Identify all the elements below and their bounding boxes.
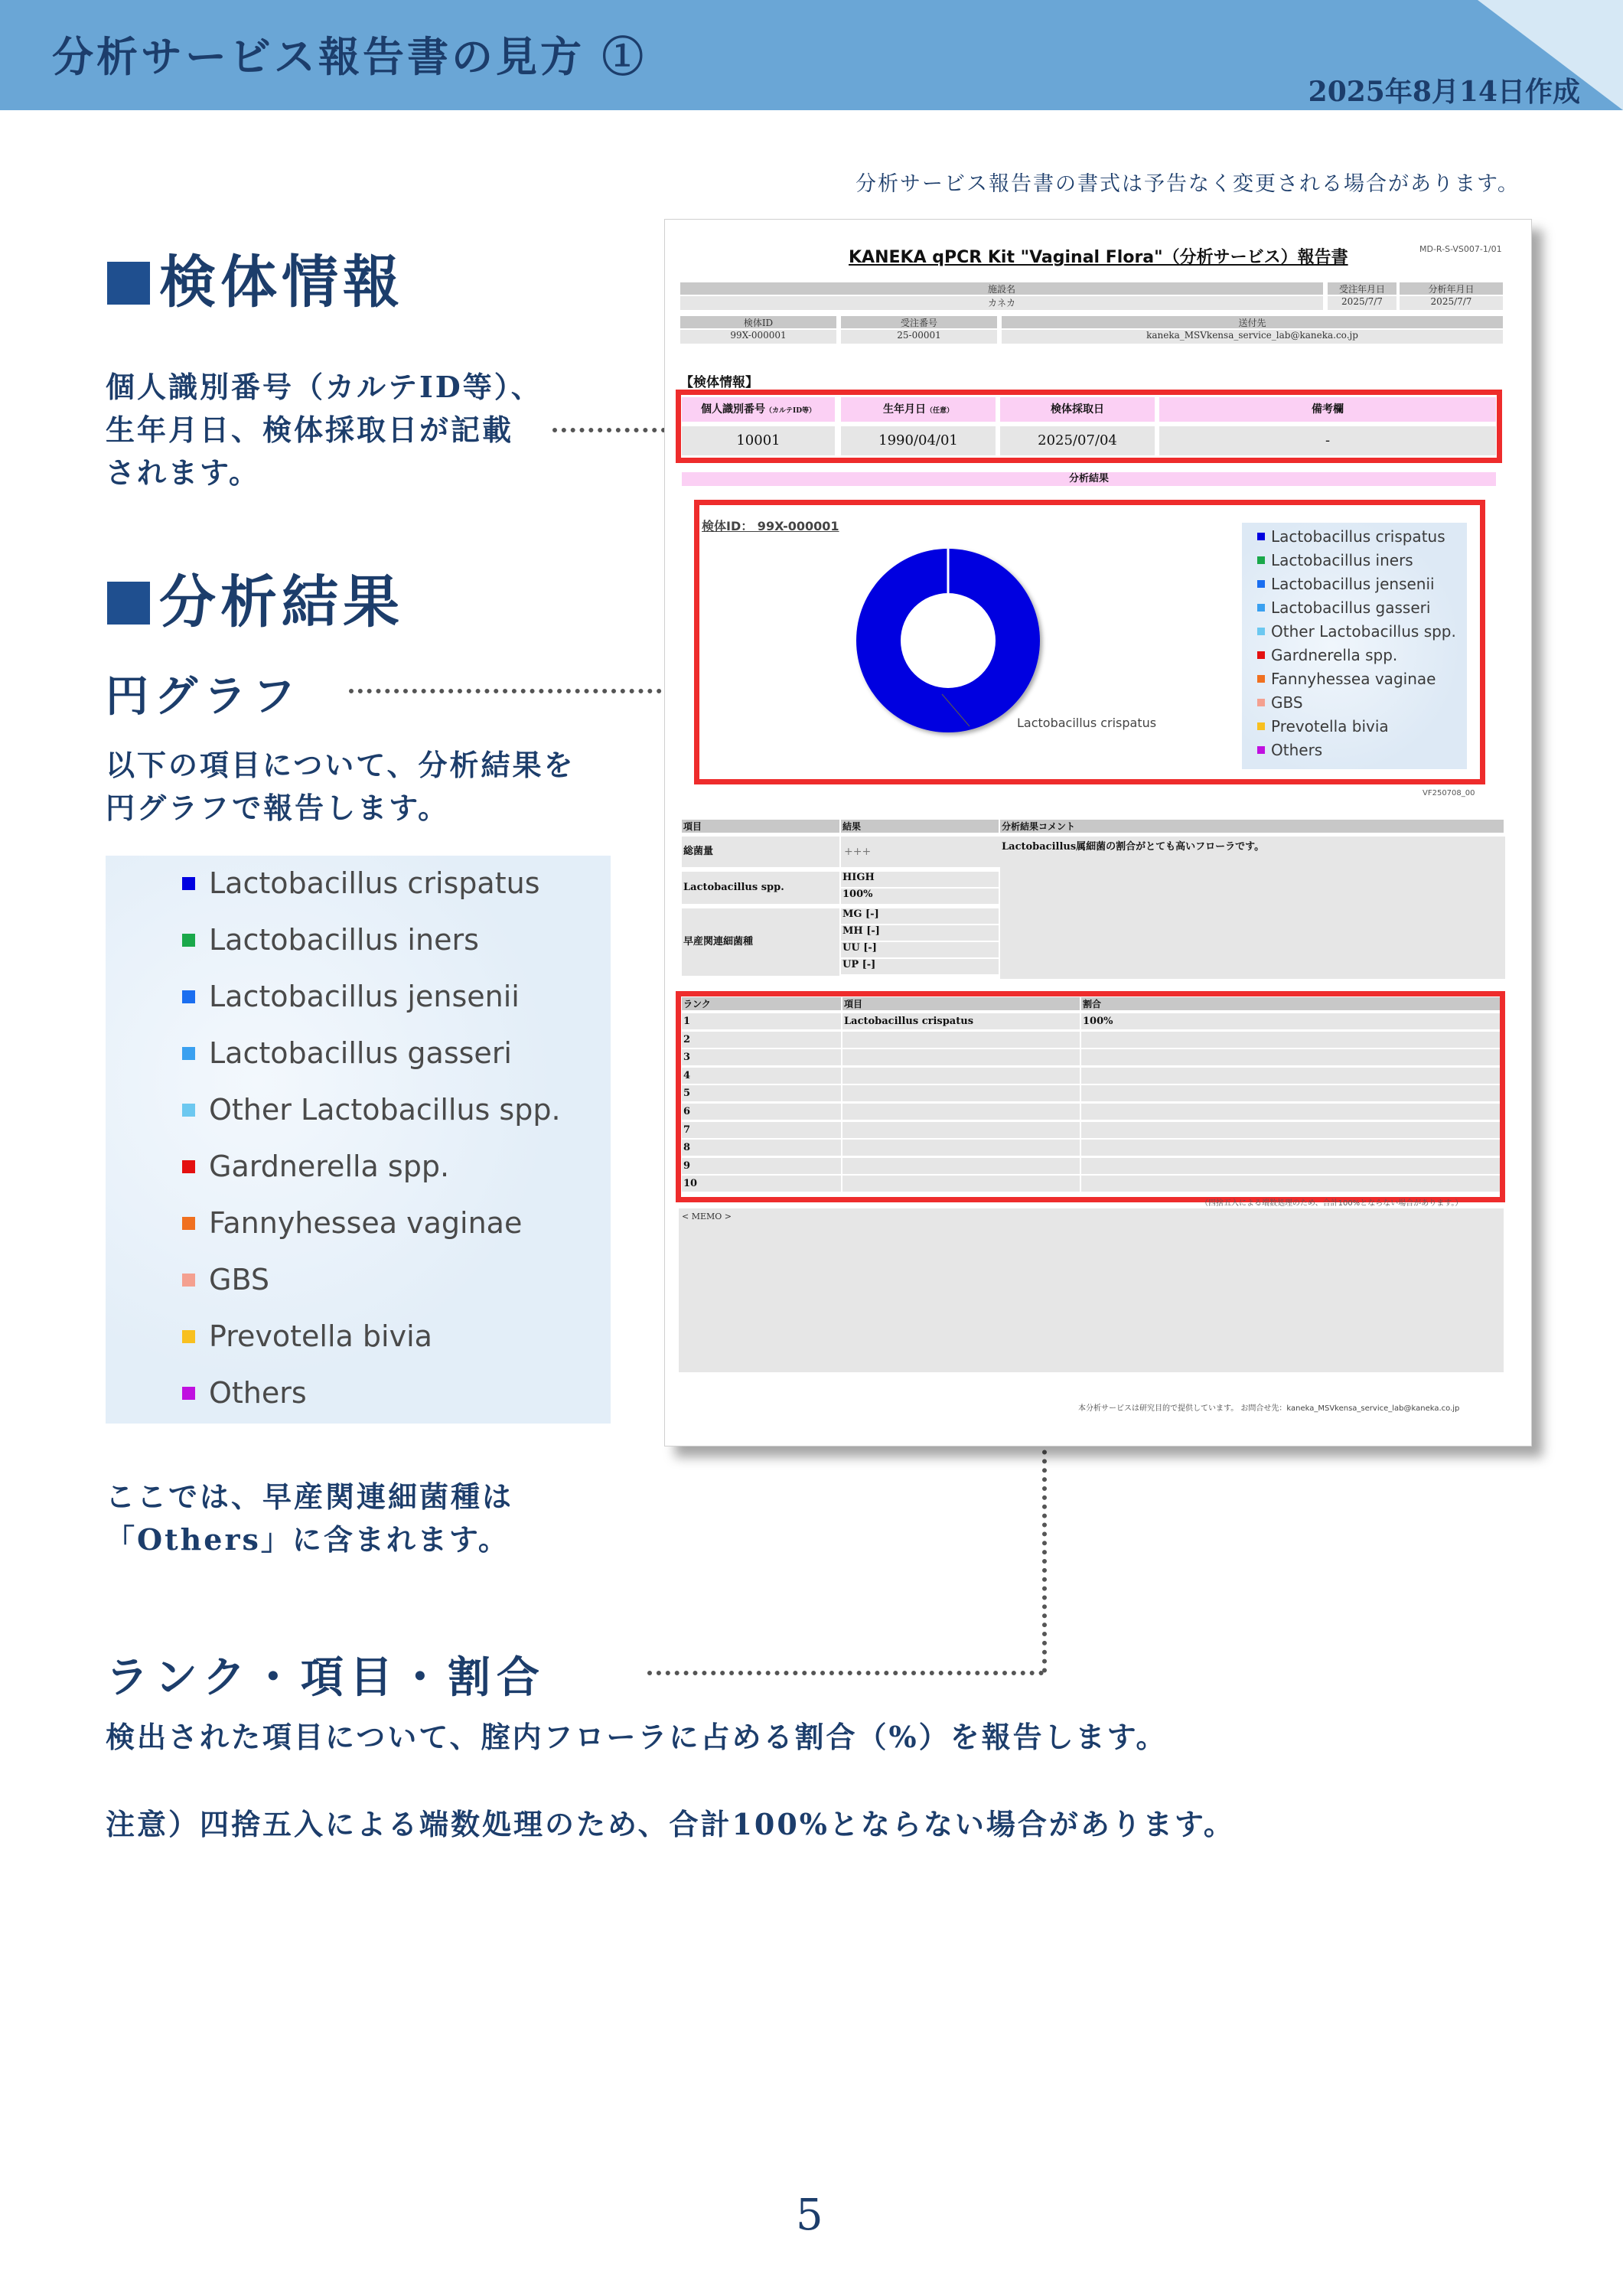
pie-description <box>106 744 575 830</box>
memo-label: < MEMO > <box>682 1212 732 1221</box>
legend-item <box>182 1093 561 1127</box>
order-date-label: 受注年月日 <box>1328 282 1396 295</box>
chart-sample-label: 検体ID： 99X-000001 <box>702 519 839 533</box>
legend-label: Lactobacillus jensenii <box>1271 575 1435 593</box>
legend-item <box>182 1206 522 1240</box>
legend-label: Others <box>209 1376 307 1410</box>
creation-date: 2025年8月14日作成 <box>1308 76 1580 108</box>
res-header-item: 項目 <box>682 820 839 833</box>
legend-swatch <box>182 1274 195 1287</box>
highlight-rank-table <box>676 991 1505 1202</box>
rank-cell: 2 <box>682 1032 841 1048</box>
desc-line: ここでは、早産関連細菌種は <box>106 1479 514 1514</box>
report-title: KANEKA qPCR Kit "Vaginal Flora"（分析サービス）報告書 <box>849 248 1348 267</box>
highlight-chart <box>694 500 1485 784</box>
rank-header: ランク <box>682 997 841 1010</box>
res-preterm-value: UU [-] <box>841 942 999 957</box>
page-number: 5 <box>796 2190 823 2240</box>
legend-label: Other Lactobacillus spp. <box>1271 622 1456 641</box>
page-title: 分析サービス報告書の見方 ① <box>52 32 647 81</box>
res-preterm-value: MH [-] <box>841 925 999 941</box>
legend-swatch <box>182 1160 195 1173</box>
col-note: （任意） <box>925 407 953 415</box>
res-preterm-value: UP [-] <box>841 959 999 974</box>
legend-swatch <box>182 877 195 890</box>
desc-line: されます。 <box>106 455 260 490</box>
analysis-date-value: 2025/7/7 <box>1400 296 1503 310</box>
send-to-value: kaneka_MSVkensa_service_lab@kaneka.co.jp <box>1002 330 1503 344</box>
val-remarks: - <box>1159 426 1496 455</box>
legend-label: Lactobacillus gasseri <box>1271 598 1431 617</box>
results-title: 分析結果 <box>682 472 1496 486</box>
legend-item <box>182 866 540 900</box>
rank-cell: 1 <box>682 1013 841 1029</box>
col-note: （カルテID等） <box>764 407 816 415</box>
legend-item <box>182 1036 512 1070</box>
legend-label: Others <box>1271 741 1323 759</box>
legend-box <box>106 856 611 1424</box>
legend-item <box>182 1150 449 1183</box>
desc-line: 個人識別番号（カルテID等）、 <box>106 370 543 404</box>
rank-cell: 7 <box>682 1122 841 1138</box>
order-no-label: 受注番号 <box>841 316 997 328</box>
legend-label: Other Lactobacillus spp. <box>209 1093 561 1127</box>
legend-item <box>182 1319 432 1353</box>
legend-label: Lactobacillus jensenii <box>209 980 520 1013</box>
res-header-comment: 分析結果コメント <box>1000 820 1504 833</box>
legend-label: Fannyhessea vaginae <box>209 1206 523 1240</box>
legend-label: Gardnerella spp. <box>209 1150 450 1183</box>
desc-line: 「Others」に含まれます。 <box>106 1522 510 1557</box>
rank-cell: 4 <box>682 1068 841 1084</box>
rank-cell: 8 <box>682 1140 841 1156</box>
val-personal-id: 10001 <box>682 426 835 455</box>
legend-item <box>182 923 479 957</box>
rank-cell: 9 <box>682 1158 841 1174</box>
section-heading-text: 分析結果 <box>159 569 404 635</box>
facility-label: 施設名 <box>680 282 1323 295</box>
desc-line: 円グラフで報告します。 <box>106 791 450 825</box>
res-total-value: +++ <box>841 837 1000 867</box>
rank-cell: 10 <box>682 1176 841 1192</box>
res-total-label: 総菌量 <box>682 837 839 867</box>
legend-item <box>182 980 520 1013</box>
res-comment: Lactobacillus属細菌の割合がとても高いフローラです。 <box>1000 837 1505 979</box>
analysis-date-label: 分析年月日 <box>1400 282 1503 295</box>
legend-item <box>182 1376 307 1410</box>
square-bullet-icon <box>107 582 150 625</box>
ratio-header: 割合 <box>1081 997 1502 1010</box>
legend-label: Lactobacillus iners <box>209 923 479 957</box>
legend-swatch <box>182 1047 195 1060</box>
rank-description: 検出された項目について、腟内フローラに占める割合（%）を報告します。 <box>106 1720 1168 1754</box>
val-birth: 1990/04/01 <box>841 426 996 455</box>
highlight-specimen-table <box>676 390 1502 463</box>
col-label: 個人識別番号 <box>700 403 765 416</box>
desc-line: 生年月日、検体採取日が記載 <box>106 413 514 447</box>
order-no-value: 25-00001 <box>841 330 997 344</box>
legend-swatch <box>182 1217 195 1230</box>
rank-subheading: ランク・項目・割合 <box>106 1652 546 1703</box>
legend-label: Lactobacillus iners <box>1271 551 1413 569</box>
chart-callout-label: Lactobacillus crispatus <box>1017 716 1157 730</box>
report-doc-id: MD-R-S-VS007-1/01 <box>1419 244 1502 254</box>
rank-rounding-note: 注意）四捨五入による端数処理のため、合計100%とならない場合があります。 <box>106 1807 1235 1841</box>
legend-label: GBS <box>1271 693 1303 712</box>
item-cell: Lactobacillus crispatus <box>842 1013 1080 1029</box>
col-remarks: 備考欄 <box>1159 397 1496 422</box>
others-note <box>106 1476 513 1561</box>
legend-label: Gardnerella spp. <box>1271 646 1398 664</box>
legend-swatch <box>182 934 195 947</box>
legend-swatch <box>182 990 195 1003</box>
res-preterm-label: 早産関連細菌種 <box>682 908 839 976</box>
specimen-description <box>106 366 543 494</box>
legend-label: Prevotella bivia <box>1271 717 1389 735</box>
version-label: VF250708_00 <box>1423 789 1475 797</box>
legend-swatch <box>182 1387 195 1400</box>
legend-label: Lactobacillus crispatus <box>1271 527 1445 546</box>
report-footer: 本分析サービスは研究目的で提供しています。 お問合せ先：kaneka_MSVkensa_service_lab@kaneka.co.jp <box>1078 1404 1460 1413</box>
legend-label: GBS <box>209 1263 269 1296</box>
col-label: 生年月日 <box>882 403 926 416</box>
rank-cell: 5 <box>682 1085 841 1101</box>
report-sample-image <box>664 219 1532 1446</box>
section-heading-text: 検体情報 <box>159 249 404 315</box>
rank-cell: 3 <box>682 1049 841 1065</box>
facility-value: カネカ <box>680 296 1323 310</box>
memo-area <box>679 1208 1504 1372</box>
order-date-value: 2025/7/7 <box>1328 296 1396 310</box>
sample-id-label: 検体ID <box>680 316 836 328</box>
col-collection: 検体採取日 <box>1000 397 1155 422</box>
res-header-result: 結果 <box>841 820 999 833</box>
desc-line: 以下の項目について、分析結果を <box>106 748 575 782</box>
legend-swatch <box>182 1104 195 1117</box>
specimen-info-title: 【検体情報】 <box>680 375 758 390</box>
format-notice: 分析サービス報告書の書式は予告なく変更される場合があります。 <box>855 172 1520 196</box>
res-lacto-value2: 100% <box>841 889 999 904</box>
item-header: 項目 <box>842 997 1080 1010</box>
send-to-label: 送付先 <box>1002 316 1503 328</box>
res-lacto-label: Lactobacillus spp. <box>682 872 839 904</box>
section-heading-specimen <box>107 237 404 318</box>
sample-id-value: 99X-000001 <box>680 330 836 344</box>
legend-swatch <box>182 1330 195 1343</box>
ratio-cell: 100% <box>1081 1013 1502 1029</box>
legend-item <box>182 1263 269 1296</box>
legend-label: Lactobacillus crispatus <box>209 866 540 900</box>
res-lacto-value1: HIGH <box>841 872 999 887</box>
pie-subheading: 円グラフ <box>106 671 301 722</box>
square-bullet-icon <box>107 262 150 305</box>
leader-line <box>647 1671 1044 1675</box>
res-preterm-value: MG [-] <box>841 908 999 924</box>
section-heading-results <box>107 557 404 638</box>
legend-label: Lactobacillus gasseri <box>209 1036 512 1070</box>
leader-line <box>552 428 675 432</box>
leader-line <box>349 689 689 693</box>
rounding-note: （四捨五入による端数処理のため、合計100%とならない場合があります。） <box>1201 1199 1463 1208</box>
legend-label: Prevotella bivia <box>209 1319 432 1353</box>
val-collection: 2025/07/04 <box>1000 426 1155 455</box>
legend-label: Fannyhessea vaginae <box>1271 670 1436 688</box>
rank-cell: 6 <box>682 1104 841 1120</box>
